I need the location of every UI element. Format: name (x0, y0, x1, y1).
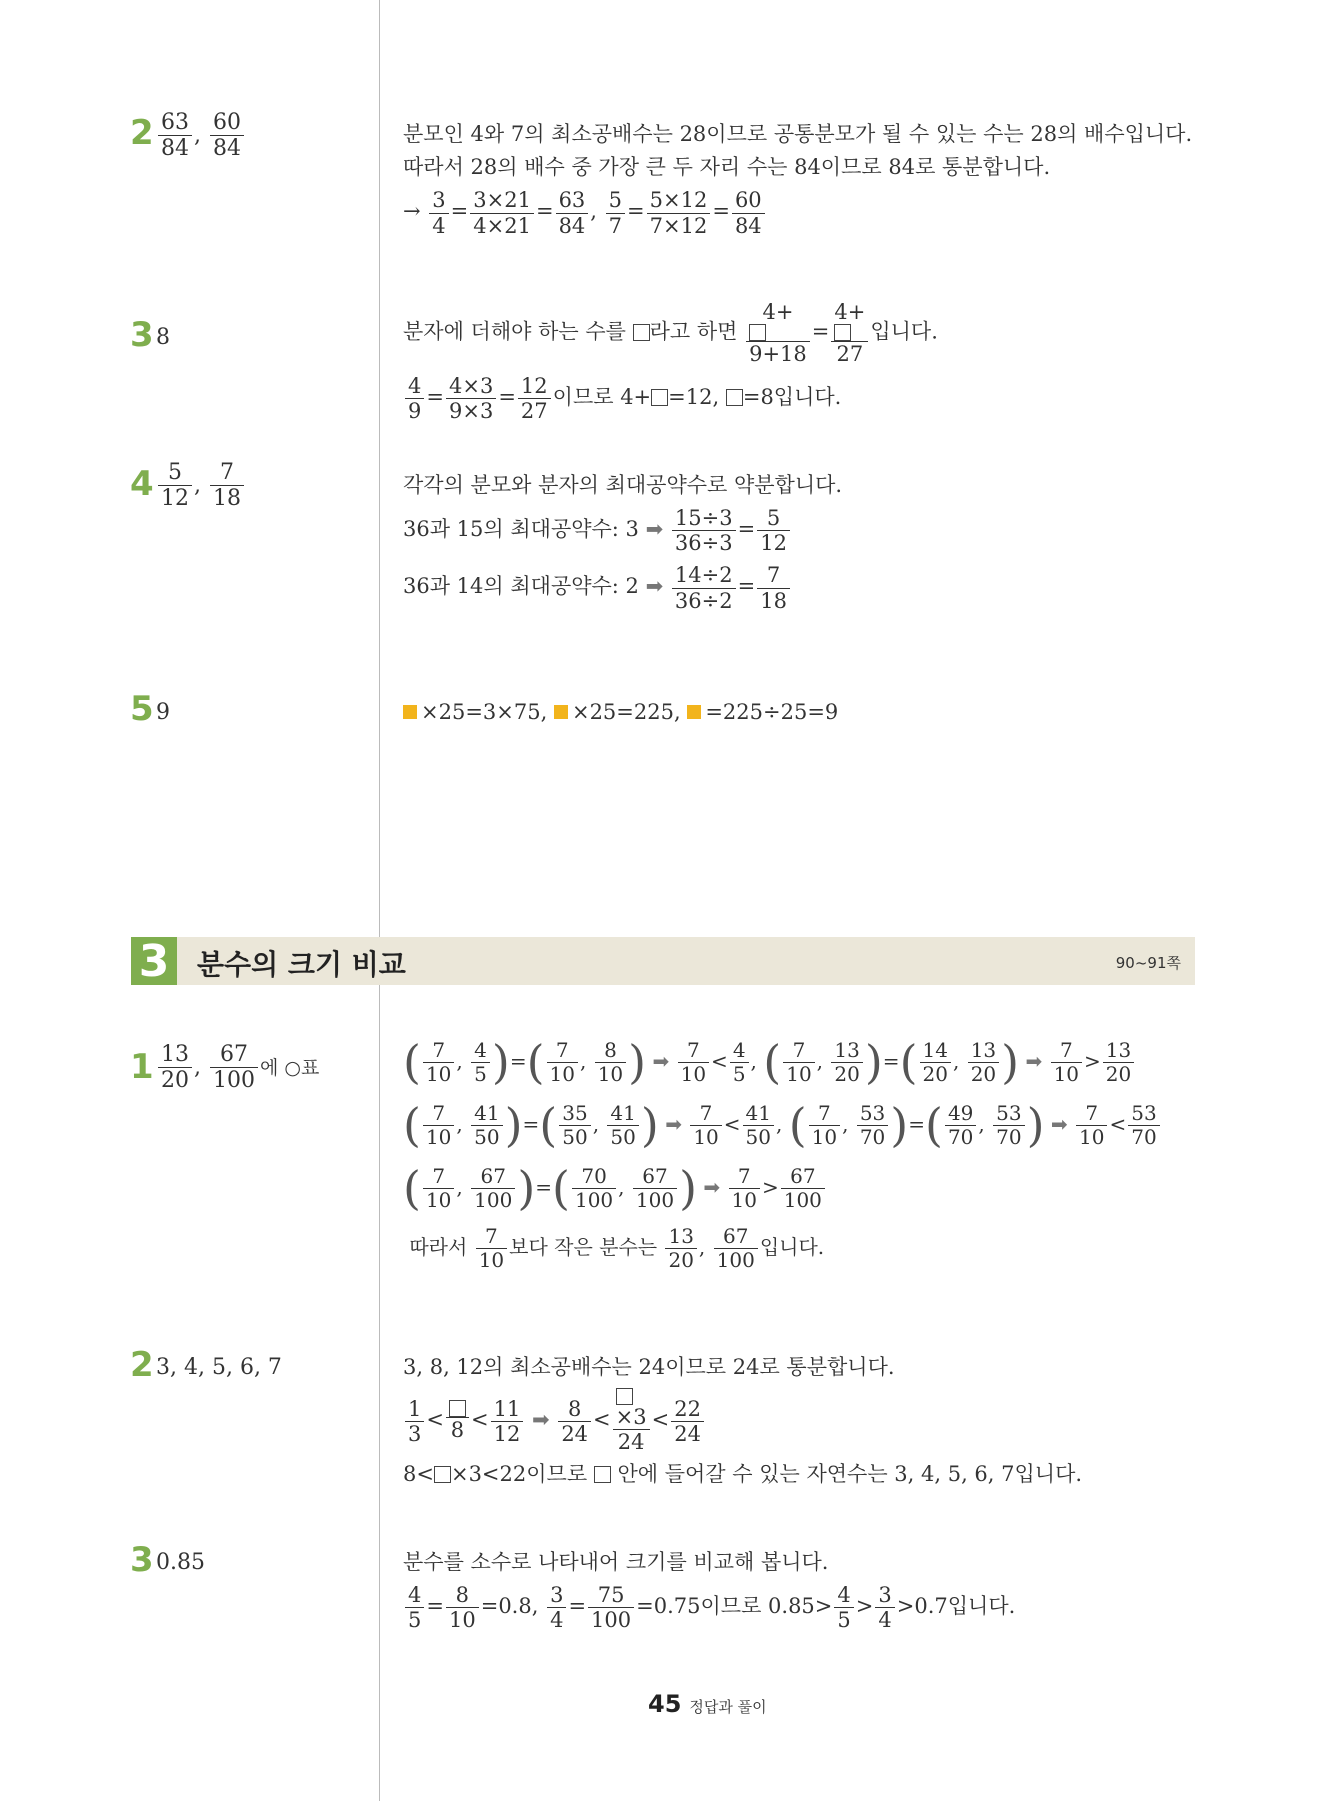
page-footer (648, 1690, 767, 1718)
answer: $\frac{63}{84}$ , $\frac{60}{84}$ (156, 110, 246, 162)
answer: $\frac{13}{20}$ , $\frac{67}{100}$ 에 ○표 (156, 1042, 319, 1094)
solution-s1: ( $\frac{7}{10}$ , $\frac{4}{5}$ )=( $\frac{7}{10}$ , $\frac{8}{10}$ ) ➡ $\frac{7}{10}$ < $\frac{4}{5}$ , ( $\frac{7}{10}$ , $\frac{13}{20}$ )=( $\frac{14}{20}$ , $\frac{13}{20}$ ) ➡ $\frac{7}{10}$ > $\frac{13}{20}$ ( $\frac{7}{10}$ , $\frac{41}{50}$ )=( $\frac{35}{50}$ , $\frac{41}{50}$ ) ➡ $\frac{7}{10}$ < $\frac{41}{50}$ , ( $\frac{7}{10}$ , $\frac{53}{70}$ )=( $\frac{49}{70}$ , $\frac{53}{70}$ ) ➡ $\frac{7}{10}$ < $\frac{53}{70}$ ( $\frac{7}{10}$ , $\frac{67}{100}$ )=( $\frac{70}{100}$ , $\frac{67}{100}$ ) ➡ $\frac{7}{10}$ > $\frac{67}{100}$ 따라서 $\frac{7}{10}$ 보다 작은 분수는 $\frac{13}{20}$ , $\frac{67}{100}$ 입니다. (403, 1035, 1162, 1280)
footer-label: 정답과 풀이 (689, 1698, 767, 1716)
question-number: 5 (130, 689, 154, 729)
section-title: 분수의 크기 비교 (197, 948, 406, 981)
section-banner (131, 937, 1195, 985)
solution-line: 따라서 28의 배수 중 가장 큰 두 자리 수는 84이므로 84로 통분합니다. (403, 155, 1051, 180)
solution-q5: ×25=3×75, ×25=225, =225÷25=9 (403, 700, 838, 725)
answer: $\frac{5}{12}$ , $\frac{7}{18}$ (156, 460, 246, 512)
question-number: 2 (130, 1345, 154, 1385)
equation: → $\frac{3}{4}$ = $\frac{3\times 21}{4\times 21}$ = $\frac{63}{84}$ , $\frac{5}{7}$ = $\frac{5\times 12}{7\times 12}$ = $\frac{60}{84}$ (403, 188, 1192, 237)
solution-q3: 분자에 더해야 하는 수를 라고 하면 $\frac{4+}{9+18}$ = $\frac{4+}{27}$ 입니다. $\frac{4}{9}$ = $\frac{4\times 3}{9\times 3}$ = $\frac{12}{27}$ 이므로 4+ =12, =8입니다. (403, 300, 938, 424)
solution-line: 분모인 4와 7의 최소공배수는 28이므로 공통분모가 될 수 있는 수는 28의 배수입니다. (403, 122, 1193, 146)
answer: 0.85 (156, 1550, 205, 1575)
solution-q4: 각각의 분모와 분자의 최대공약수로 약분합니다. 36과 15의 최대공약수: 3 ➡ $\frac{15\div 3}{36\div 3}$ = $\frac{5}{12}$ 36과 14의 최대공약수: 2 ➡ $\frac{14\div 2}{36\div 2}$ = $\frac{7}{18}$ (403, 473, 843, 613)
column-divider (379, 0, 380, 1801)
solution-q2 (403, 122, 1192, 246)
blank-box (633, 324, 650, 341)
solution-s2: 3, 8, 12의 최소공배수는 24이므로 24로 통분합니다. $\frac{1}{3}$ < 8 < $\frac{11}{12}$ ➡ $\frac{8}{24}$ < $\frac{\times 3}{24}$ < $\frac{22}{24}$ 8< ×3<22이므로 안에 들어갈 수 있는 자연수는 3, 4, 5, 6, 7입니다. (403, 1355, 1083, 1487)
page-range: 90~91쪽 (1115, 954, 1181, 972)
question-number: 4 (130, 464, 154, 504)
solution-s3: 분수를 소수로 나타내어 크기를 비교해 봅니다. $\frac{4}{5}$ = $\frac{8}{10}$ =0.8, $\frac{3}{4}$ = $\frac{75}{100}$ =0.75이므로 0.85> $\frac{4}{5}$ > $\frac{3}{4}$ >0.7입니다. (403, 1550, 1016, 1633)
question-number: 3 (130, 315, 154, 355)
question-number: 3 (130, 1540, 154, 1580)
question-number: 2 (130, 113, 154, 153)
page-number: 45 (648, 1690, 682, 1718)
question-number: 1 (130, 1047, 154, 1087)
answer: 9 (156, 700, 170, 725)
answer: 8 (156, 325, 170, 350)
answer: 3, 4, 5, 6, 7 (156, 1355, 282, 1380)
section-number: 3 (131, 937, 177, 985)
